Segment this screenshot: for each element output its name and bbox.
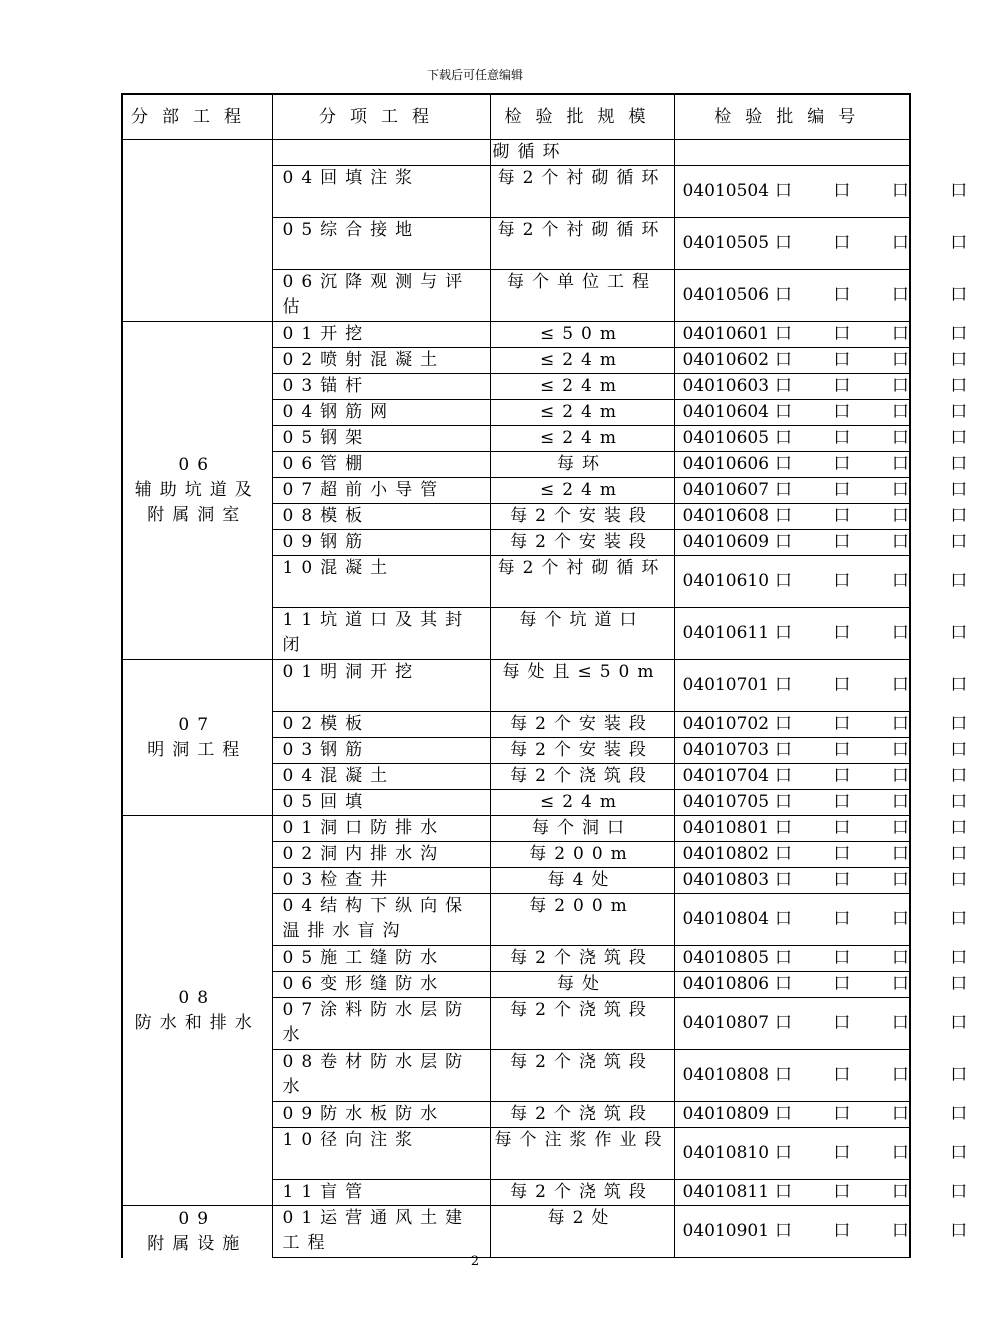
inspection-batch-table	[121, 93, 985, 1258]
item-cell: 02洞内排水沟	[272, 842, 490, 868]
scale-cell: 每个单位工程	[490, 270, 674, 322]
batch-code: 04010801	[682, 818, 770, 838]
batch-code-cell	[674, 348, 985, 374]
batch-code: 04010804	[682, 909, 770, 929]
table-row	[122, 322, 910, 348]
header-code: 检验批编号	[674, 94, 910, 140]
batch-code-cell	[674, 764, 985, 790]
item-cell: 02模板	[272, 712, 490, 738]
check-boxes: 口 口 口 口	[775, 818, 985, 838]
scale-cell: 每2个浇筑段	[490, 1180, 674, 1206]
batch-code: 04010704	[682, 766, 770, 786]
item-cell: 08卷材防水层防水	[272, 1050, 490, 1102]
scale-cell: 每2个衬砌循环	[490, 166, 674, 218]
batch-code: 04010611	[682, 623, 770, 643]
item-cell: 06管棚	[272, 452, 490, 478]
item-cell: 03钢筋	[272, 738, 490, 764]
batch-code: 04010504	[682, 181, 770, 201]
batch-code: 04010608	[682, 506, 770, 526]
batch-code: 04010609	[682, 532, 770, 552]
batch-code-cell	[674, 998, 985, 1050]
check-boxes: 口 口 口 口	[775, 948, 985, 968]
batch-code: 04010703	[682, 740, 770, 760]
batch-code-cell	[674, 374, 985, 400]
batch-code-cell	[674, 608, 985, 660]
division-cell: 09 附属设施	[122, 1206, 272, 1258]
batch-code-cell	[674, 894, 985, 946]
scale-cell: 每个注浆作业段	[490, 1128, 674, 1180]
batch-code-cell	[674, 790, 985, 816]
scale-cell: ≤24m	[490, 400, 674, 426]
batch-code: 04010705	[682, 792, 770, 812]
check-boxes: 口 口 口 口	[775, 532, 985, 552]
item-cell: 01洞口防排水	[272, 816, 490, 842]
batch-code-cell	[674, 556, 985, 608]
batch-code: 04010901	[682, 1221, 770, 1241]
batch-code-cell	[674, 660, 985, 712]
table-row	[122, 816, 910, 842]
batch-code-cell	[674, 1180, 985, 1206]
item-cell: 05施工缝防水	[272, 946, 490, 972]
batch-code-cell	[674, 478, 985, 504]
batch-code: 04010602	[682, 350, 770, 370]
batch-code-cell	[674, 504, 985, 530]
batch-code-cell	[674, 322, 985, 348]
check-boxes: 口 口 口 口	[775, 1104, 985, 1124]
scale-cell: ≤24m	[490, 478, 674, 504]
batch-code: 04010810	[682, 1143, 770, 1163]
check-boxes: 口 口 口 口	[775, 480, 985, 500]
batch-code: 04010702	[682, 714, 770, 734]
scale-cell: 每2个浇筑段	[490, 998, 674, 1050]
header-scale: 检验批规模	[490, 94, 674, 140]
item-cell: 06沉降观测与评估	[272, 270, 490, 322]
check-boxes: 口 口 口 口	[775, 428, 985, 448]
header-note: 下载后可任意编辑	[426, 68, 523, 82]
division-cell: 06 辅助坑道及附属洞室	[122, 322, 272, 660]
item-cell: 10径向注浆	[272, 1128, 490, 1180]
batch-code-cell	[674, 166, 985, 218]
batch-code-cell	[674, 140, 910, 166]
check-boxes: 口 口 口 口	[775, 506, 985, 526]
check-boxes: 口 口 口 口	[775, 571, 985, 591]
item-cell: 05回填	[272, 790, 490, 816]
item-cell: 05综合接地	[272, 218, 490, 270]
check-boxes: 口 口 口 口	[775, 623, 985, 643]
scale-cell: 每处且≤50m	[490, 660, 674, 712]
check-boxes: 口 口 口 口	[775, 974, 985, 994]
check-boxes: 口 口 口 口	[775, 350, 985, 370]
batch-code: 04010811	[682, 1182, 770, 1202]
batch-code-cell	[674, 426, 985, 452]
check-boxes: 口 口 口 口	[775, 376, 985, 396]
scale-cell: ≤24m	[490, 790, 674, 816]
page-number: 2	[470, 1254, 480, 1269]
scale-cell: 每2个浇筑段	[490, 946, 674, 972]
item-cell: 07涂料防水层防水	[272, 998, 490, 1050]
batch-code-cell	[674, 1206, 985, 1258]
check-boxes: 口 口 口 口	[775, 870, 985, 890]
item-cell: 01明洞开挖	[272, 660, 490, 712]
scale-cell: 每2个安装段	[490, 504, 674, 530]
check-boxes: 口 口 口 口	[775, 766, 985, 786]
check-boxes: 口 口 口 口	[775, 454, 985, 474]
batch-code-cell	[674, 946, 985, 972]
batch-code: 04010805	[682, 948, 770, 968]
check-boxes: 口 口 口 口	[775, 844, 985, 864]
scale-cell: 每2处	[490, 1206, 674, 1258]
header-item: 分项工程	[272, 94, 490, 140]
scale-cell: 每2个浇筑段	[490, 764, 674, 790]
check-boxes: 口 口 口 口	[775, 1013, 985, 1033]
scale-cell: 每个洞口	[490, 816, 674, 842]
check-boxes: 口 口 口 口	[775, 1065, 985, 1085]
batch-code: 04010603	[682, 376, 770, 396]
batch-code-cell	[674, 712, 985, 738]
check-boxes: 口 口 口 口	[775, 1182, 985, 1202]
scale-cell: 每2个浇筑段	[490, 1102, 674, 1128]
table-row	[122, 140, 910, 166]
scale-cell: 每2个衬砌循环	[490, 556, 674, 608]
check-boxes: 口 口 口 口	[775, 909, 985, 929]
check-boxes: 口 口 口 口	[775, 1143, 985, 1163]
check-boxes: 口 口 口 口	[775, 324, 985, 344]
item-cell: 09钢筋	[272, 530, 490, 556]
item-cell	[272, 140, 490, 166]
batch-code-cell	[674, 816, 985, 842]
batch-code-cell	[674, 972, 985, 998]
scale-cell: 每200m	[490, 842, 674, 868]
batch-code-cell	[674, 1128, 985, 1180]
item-cell: 05钢架	[272, 426, 490, 452]
batch-code-cell	[674, 218, 985, 270]
batch-code: 04010506	[682, 285, 770, 305]
check-boxes: 口 口 口 口	[775, 285, 985, 305]
scale-cell: 每2个浇筑段	[490, 1050, 674, 1102]
item-cell: 01运营通风土建工程	[272, 1206, 490, 1258]
scale-cell: ≤50m	[490, 322, 674, 348]
scale-cell: ≤24m	[490, 426, 674, 452]
scale-cell: ≤24m	[490, 374, 674, 400]
scale-cell: ≤24m	[490, 348, 674, 374]
scale-cell: 每200m	[490, 894, 674, 946]
check-boxes: 口 口 口 口	[775, 714, 985, 734]
item-cell: 11盲管	[272, 1180, 490, 1206]
item-cell: 04回填注浆	[272, 166, 490, 218]
scale-cell: 每2个安装段	[490, 530, 674, 556]
division-cell: 07 明洞工程	[122, 660, 272, 816]
item-cell: 09防水板防水	[272, 1102, 490, 1128]
scale-cell: 每个坑道口	[490, 608, 674, 660]
item-cell: 11坑道口及其封闭	[272, 608, 490, 660]
batch-code-cell	[674, 1102, 985, 1128]
batch-code: 04010803	[682, 870, 770, 890]
batch-code: 04010607	[682, 480, 770, 500]
item-cell: 02喷射混凝土	[272, 348, 490, 374]
header-division: 分部工程	[122, 94, 272, 140]
scale-cell: 每环	[490, 452, 674, 478]
scale-cell: 每处	[490, 972, 674, 998]
item-cell: 07超前小导管	[272, 478, 490, 504]
batch-code-cell	[674, 530, 985, 556]
check-boxes: 口 口 口 口	[775, 181, 985, 201]
batch-code-cell	[674, 1050, 985, 1102]
batch-code: 04010806	[682, 974, 770, 994]
batch-code: 04010701	[682, 675, 770, 695]
scale-cell: 每2个安装段	[490, 712, 674, 738]
item-cell: 03锚杆	[272, 374, 490, 400]
batch-code: 04010610	[682, 571, 770, 591]
batch-code: 04010809	[682, 1104, 770, 1124]
batch-code: 04010604	[682, 402, 770, 422]
batch-code-cell	[674, 400, 985, 426]
item-cell: 01开挖	[272, 322, 490, 348]
batch-code-cell	[674, 868, 985, 894]
batch-code: 04010802	[682, 844, 770, 864]
item-cell: 04结构下纵向保温排水盲沟	[272, 894, 490, 946]
item-cell: 04钢筋网	[272, 400, 490, 426]
item-cell: 04混凝土	[272, 764, 490, 790]
batch-code-cell	[674, 270, 985, 322]
check-boxes: 口 口 口 口	[775, 233, 985, 253]
batch-code: 04010505	[682, 233, 770, 253]
batch-code: 04010807	[682, 1013, 770, 1033]
scale-cell: 砌循环	[490, 140, 674, 166]
check-boxes: 口 口 口 口	[775, 402, 985, 422]
batch-code-cell	[674, 738, 985, 764]
check-boxes: 口 口 口 口	[775, 740, 985, 760]
item-cell: 08模板	[272, 504, 490, 530]
batch-code: 04010601	[682, 324, 770, 344]
scale-cell: 每4处	[490, 868, 674, 894]
item-cell: 06变形缝防水	[272, 972, 490, 998]
item-cell: 03检查井	[272, 868, 490, 894]
table-row	[122, 660, 910, 712]
check-boxes: 口 口 口 口	[775, 1221, 985, 1241]
table-header-row	[122, 94, 910, 140]
scale-cell: 每2个安装段	[490, 738, 674, 764]
check-boxes: 口 口 口 口	[775, 675, 985, 695]
batch-code: 04010606	[682, 454, 770, 474]
table-body	[122, 140, 985, 1258]
item-cell: 10混凝土	[272, 556, 490, 608]
division-cell: 08 防水和排水	[122, 816, 272, 1206]
batch-code: 04010605	[682, 428, 770, 448]
check-boxes: 口 口 口 口	[775, 792, 985, 812]
batch-code-cell	[674, 842, 985, 868]
batch-code-cell	[674, 452, 985, 478]
scale-cell: 每2个衬砌循环	[490, 218, 674, 270]
batch-code: 04010808	[682, 1065, 770, 1085]
division-cell	[122, 140, 272, 322]
table-row	[122, 1206, 910, 1258]
